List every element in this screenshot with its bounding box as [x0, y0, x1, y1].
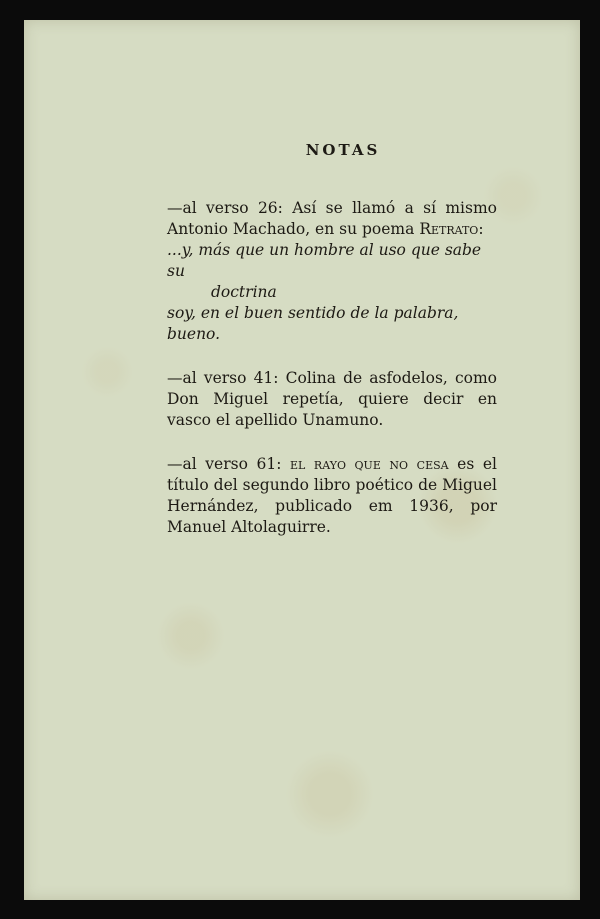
note-verso-41: —al verso 41: Colina de asfodelos, como Don Miguel repetía, quiere decir en vasco el apellido Unamuno. — [167, 369, 497, 429]
notes-section — [167, 140, 497, 538]
poem-title: Retrato — [419, 220, 479, 238]
note-text: —al verso 61: — [167, 455, 290, 473]
note-verso-61 — [167, 454, 497, 538]
book-title: el rayo que no cesa — [290, 455, 449, 473]
note-verso-26 — [167, 198, 497, 240]
quote-line: soy, en el buen sentido de la palabra, bueno. — [167, 304, 459, 343]
page-title: NOTAS — [305, 141, 381, 159]
note-text-tail: : — [478, 220, 484, 238]
quote-line: ...y, más que un hombre al uso que sabe su — [167, 241, 482, 280]
note-text-tail: es el título del segundo libro poético de Miguel Hernández, publicado em 1936, por Manuel Altolaguirre. — [167, 455, 497, 536]
quote-line: doctrina — [211, 283, 277, 301]
book-page — [24, 20, 580, 900]
note-text: —al verso 26: Así se llamó a sí mismo Antonio Machado, en su poema — [167, 199, 497, 238]
